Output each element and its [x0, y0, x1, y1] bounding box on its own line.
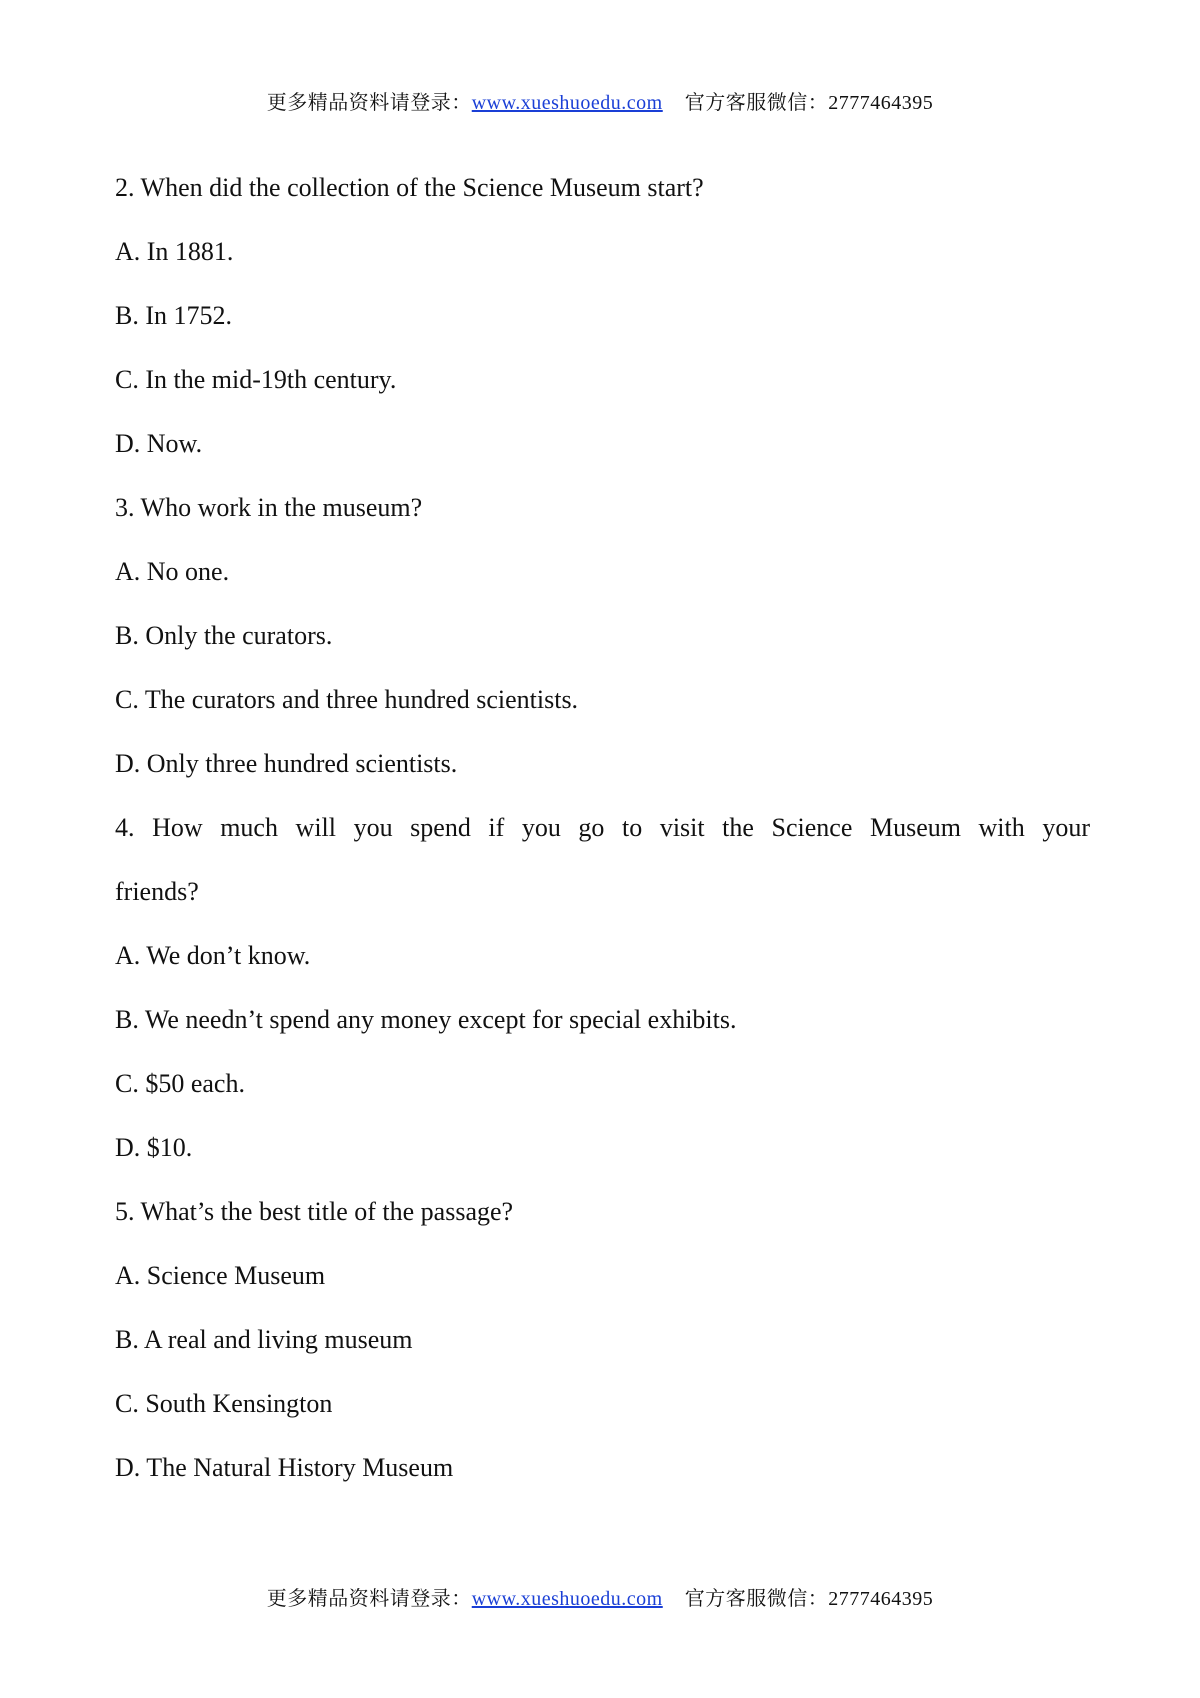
- header-service: 官方客服微信：2777464395: [684, 92, 934, 114]
- question-4-option-c: C. $50 each.: [115, 1069, 245, 1098]
- question-2-option-a: A. In 1881.: [115, 237, 234, 266]
- question-5-option-b: B. A real and living museum: [115, 1325, 413, 1354]
- question-2-option-b: B. In 1752.: [115, 301, 232, 330]
- footer-link[interactable]: www.xueshuoedu.com: [471, 1588, 663, 1610]
- page-footer: [0, 1582, 1200, 1611]
- question-list: [115, 156, 1090, 1500]
- question-4-option-a: A. We don’t know.: [115, 941, 311, 970]
- question-4-option-d: D. $10.: [115, 1133, 193, 1162]
- question-3-option-a: A. No one.: [115, 557, 230, 586]
- question-3-option-c: C. The curators and three hundred scientists.: [115, 685, 579, 714]
- question-3: 3. Who work in the museum?: [115, 493, 423, 522]
- question-5-option-d: D. The Natural History Museum: [115, 1453, 454, 1482]
- question-4-line-1: 4. How much will you spend if you go to visit the Science Museum with your: [115, 813, 1090, 842]
- question-2: 2. When did the collection of the Science Museum start?: [115, 173, 704, 202]
- question-4-line-2: friends?: [115, 877, 199, 906]
- question-3-option-b: B. Only the curators.: [115, 621, 333, 650]
- question-5-option-c: C. South Kensington: [115, 1389, 333, 1418]
- question-5-option-a: A. Science Museum: [115, 1261, 326, 1290]
- page-header: [0, 86, 1200, 115]
- question-3-option-d: D. Only three hundred scientists.: [115, 749, 458, 778]
- question-4-option-b: B. We needn’t spend any money except for special exhibits.: [115, 1005, 737, 1034]
- question-2-option-c: C. In the mid-19th century.: [115, 365, 397, 394]
- footer-service: 官方客服微信：2777464395: [684, 1588, 934, 1610]
- question-5: 5. What’s the best title of the passage?: [115, 1197, 514, 1226]
- header-prefix: 更多精品资料请登录：: [266, 92, 472, 114]
- question-2-option-d: D. Now.: [115, 429, 203, 458]
- header-link[interactable]: www.xueshuoedu.com: [471, 92, 663, 114]
- footer-prefix: 更多精品资料请登录：: [266, 1588, 472, 1610]
